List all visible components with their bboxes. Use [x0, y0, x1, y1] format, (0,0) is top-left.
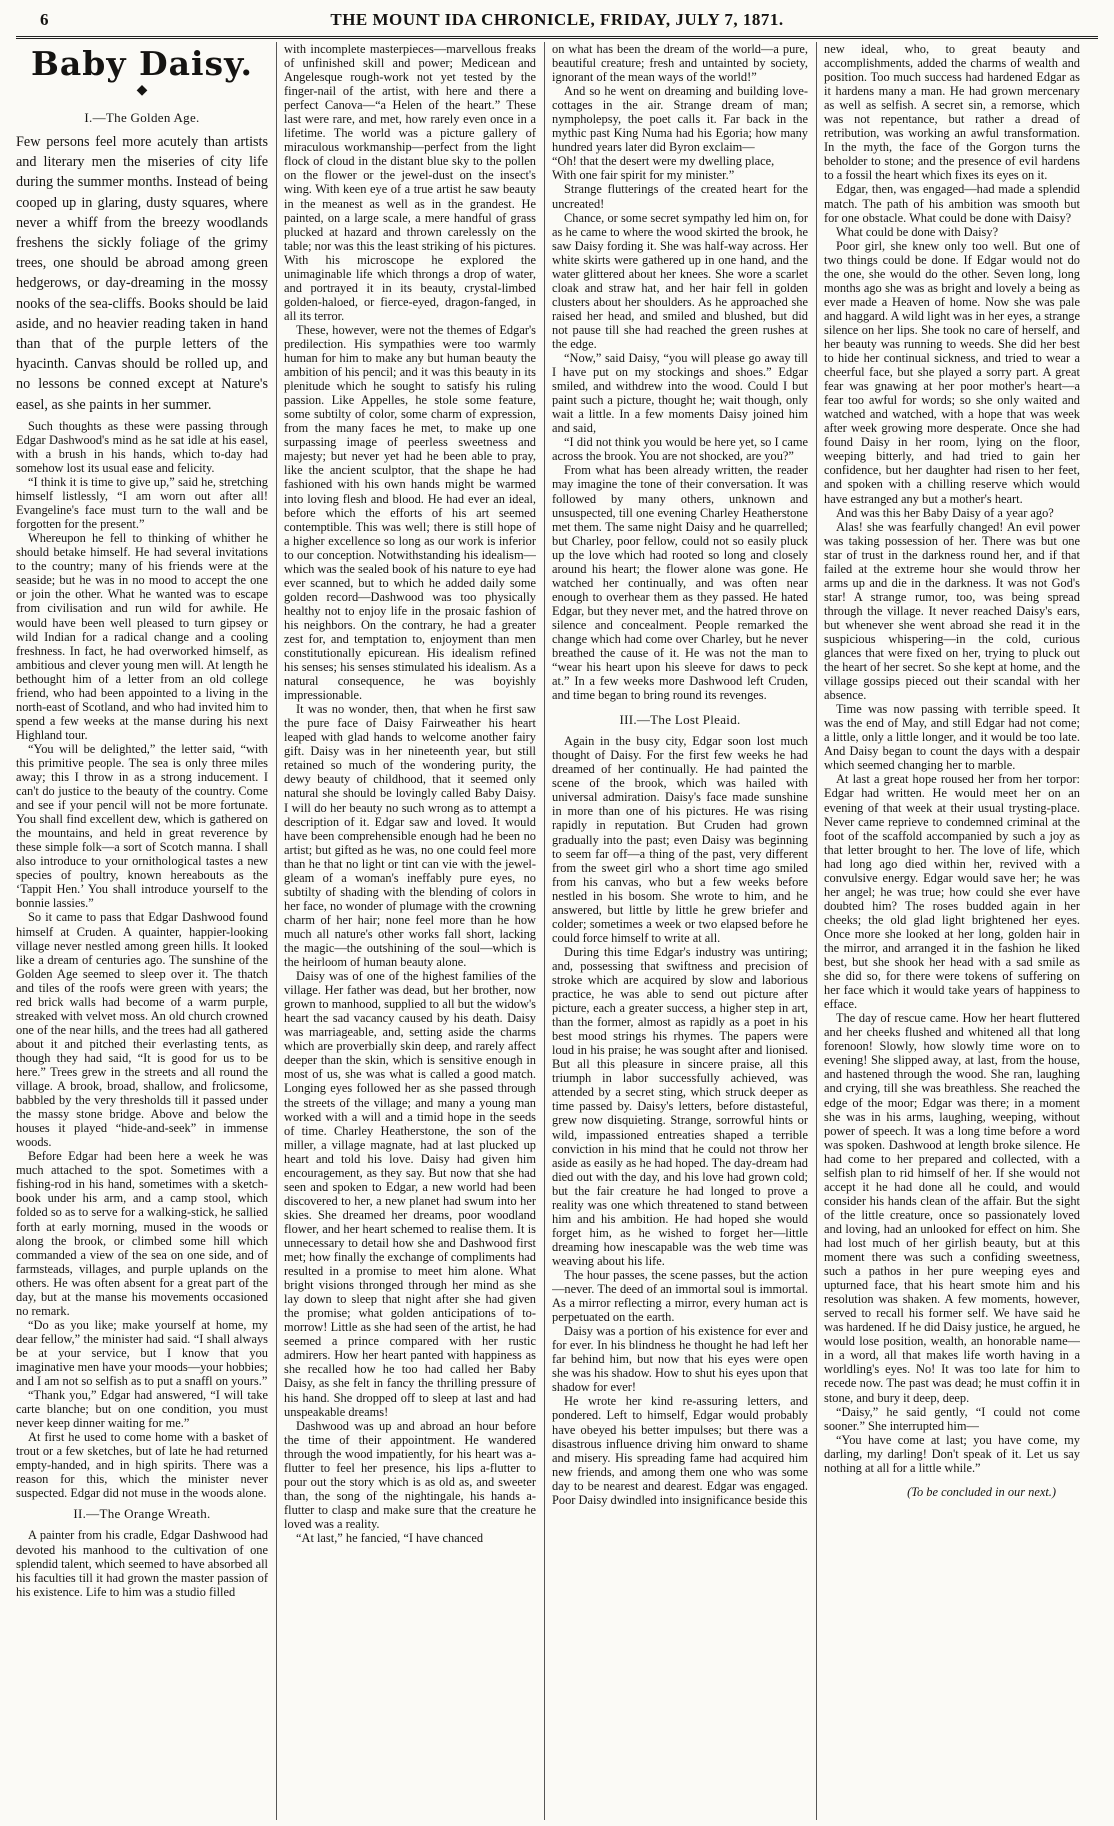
running-head: THE MOUNT IDA CHRONICLE, FRIDAY, JULY 7, 1871.: [330, 10, 784, 29]
paragraph: Chance, or some secret sympathy led him on, for as he came to where the wood skirted the brook, he saw Daisy fording it. She was half-way across. Her white skirts were gathered up in one hand, and the water glittered about her knees. She wore a scarlet cloak and straw hat, and her hair fell in golden clusters about her shoulders. As he approached she raised her head, and smiled and blushed, but did not pause till she had reached the green rushes at the edge.: [552, 210, 808, 351]
paragraph: “You have come at last; you have come, my darling, my darling! Don't speak of it. Let us say nothing at all for a little while.”: [824, 1432, 1080, 1475]
column-rule: [816, 42, 817, 1820]
paragraph: It was no wonder, then, that when he first saw the pure face of Daisy Fairweather his heart leaped with glad hands to welcome another fairy gift. Daisy was in her nineteenth year, but still retained so much of the wondering purity, the dewy beauty of childhood, that it seemed only natural she should be lovingly called Baby Daisy. I will do her beauty no such wrong as to attempt a description of it. Edgar saw and loved. It would have been comprehensible enough had he been no artist; but gifted as he was, no one could feel more than he that no light or tint can vie with the jewel-gleam of a woman's ineffably pure eyes, no subtilty of shading with the blending of colors in her face, no wonder of plumage with the crowning charm of her hair; none feel more than he how much all nature's other works fall short, lacking the magic—the outshining of the soul—which is the heirloom of human beauty alone.: [284, 702, 536, 970]
paragraph: “Daisy,” he said gently, “I could not come sooner.” She interrupted him—: [824, 1404, 1080, 1433]
paragraph: new ideal, who, to great beauty and accomplishments, added the charms of wealth and position. Too much success had hardened Edgar as it hardens many a man. He had grown mercenary as well as selfish. A secret sin, a remorse, which was not repentance, but rather a dread of retribution, was working an awful transformation. In the myth, the face of the Gorgon turns the beholder to stone; and the presence of evil hardens to a fossil the heart which fixes its eyes on it.: [824, 42, 1080, 183]
paragraph: He wrote her kind re-assuring letters, and pondered. Left to himself, Edgar would probably have obeyed his better impulses; but there was a disastrous influence driving him onward to shame and misery. His spreading fame had acquired him new friends, and among them one who was some day to be nearest and dearest. Edgar was engaged. Poor Daisy dwindled into insignificance beside this: [552, 1394, 808, 1507]
paragraph: Daisy was a portion of his existence for ever and for ever. In his blindness he thought he had left her far behind him, but now that his eyes were open she was his shadow. How to shut his eyes upon that shadow for ever!: [552, 1324, 808, 1395]
to-be-continued-note: (To be concluded in our next.): [907, 1484, 1056, 1499]
paragraph: The hour passes, the scene passes, but the action—never. The deed of an immortal soul is immortal. As a mirror reflecting a mirror, every human act is perpetuated on the earth.: [552, 1267, 808, 1325]
lead-paragraph-block: [16, 132, 268, 415]
paragraph: Daisy was of one of the highest families of the village. Her father was dead, but her brother, now grown to manhood, supplied to all but the widow's heart the sad vacancy caused by his death. Daisy was marriageable, and, setting aside the charms which are proverbially skin deep, and rarely affect deeper than the skin, which is sensitive enough in most of us, she was what is called a good match. Longing eyes followed her as she passed through the streets of the village; and many a young man worked with a will and a timid hope in the seeds of time. Charley Heatherstone, the son of the miller, a village magnate, had at last plucked up heart and told his love. Daisy had given him encouragement, as they say. But now that she had seen and spoken to Edgar, a new world had been discovered to her, a new planet had swum into her skies. She dreamed her dreams, poor woodland flower, and her heart schemed to realise them. It is unnecessary to detail how she and Dashwood first met; how finally the exchange of compliments had resulted in a promise to meet him alone. What bright visions thronged through her mind as she lay down to sleep that night after she had given the promise; what golden anticipations of to-morrow! Little as she had seen of the artist, he had seemed a prince compared with her rustic admirers. How her heart panted with happiness as she recalled how he too had called her Baby Daisy, as she felt in fancy the thrilling pressure of his hand. She dropped off to sleep at last and had unspeakable dreams!: [284, 969, 536, 1419]
paragraph: “At last,” he fancied, “I have chanced: [296, 1530, 484, 1545]
column-2: [284, 42, 536, 1820]
verse-line: “Oh! that the desert were my dwelling place,: [552, 154, 775, 169]
paragraph: Before Edgar had been here a week he was much attached to the spot. Sometimes with a fishing-rod in his hand, sometimes with a sketch-book under his arm, and a camp stool, which folded so as to serve for a walking-stick, he sallied forth at early morning, mused in the woods or along the brook, or climbed some hill which commanded a view of the sea on one side, and of farmsteads, villages, and purple uplands on the others. He was often absent for a great part of the day, but at the manse his movements occasioned no remark.: [16, 1149, 268, 1318]
paragraph: The day of rescue came. How her heart fluttered and her cheeks flushed and whitened all that long forenoon! Slowly, how slowly time wore on to evening! She slipped away, at last, from the house, and hastened through the wood. She ran, laughing and crying, till she was breathless. She reached the edge of the moor; Edgar was there; in a moment she was in his arms, laughing, weeping, without power of speech. It was a long time before a word was spoken. Dashwood at length broke silence. He had come to her prepared and collected, with a selfish plan to rid himself of her. If she would not accept it he had done all he could, and would consider his hands clean of the affair. But the sight of the little creature, once so passionately loved and loving, had an unlooked for effect on him. She had lost much of her girlish beauty, but at this moment there was such a confiding sweetness, such a pathos in her pure weeping eyes and upturned face, that his heart smote him and his resolution was shaken. A few moments, however, served to recall his former self. We have said he was hardened. If he did Daisy justice, he argued, he would lose position, wealth, an honorable name—in a word, all that makes life worth having in a worldling's eyes. No! It was too late for him to recede now. The past was dead; he must coffin it in stone, and bury it deep, deep.: [824, 1011, 1080, 1405]
paragraph: Strange flutterings of the created heart for the uncreated!: [552, 182, 808, 211]
paragraph: What could be done with Daisy?: [836, 224, 999, 239]
paragraph: “I did not think you would be here yet, so I came across the brook. You are not shocked, are you?”: [552, 435, 808, 464]
masthead: [16, 6, 1098, 39]
paragraph: During this time Edgar's industry was untiring; and, possessing that swiftness and precision of stroke which are acquired by slow and laborious practice, he was able to send out picture after picture, each a greater success, a higher step in art, than the former, almost as rapidly as a poet in his best mood strings his rhymes. The papers were loud in his praise; he was sought after and lionised. But all this pleasure in sincere praise, all this triumph in labor successfully achieved, was attended by a secret sting, which struck deeper as time passed by. Daisy's letters, before distasteful, grew now disquieting. Strange, sorrowful hints or wild, impassioned entreaties shaped a terrible conviction in his mind that he could not throw her aside as easily as he had hoped. The day-dream had died out with the day, and his love had grown cold; but the fair creature he had longed to prove a reality was one which threatened to stand between him and his ambition. He had hoped she would forget him, as he wished to forget her—little dreaming how inescapable was the web time was weaving about his life.: [552, 944, 808, 1268]
column-3: [552, 42, 808, 1820]
paragraph: And so he went on dreaming and building love-cottages in the air. Strange dream of man; nympholepsy, the poet calls it. Far back in the mythic past King Numa had his Egoria; how many hundred years later did Byron exclaim—: [552, 84, 808, 155]
column-1: [16, 42, 268, 1820]
paragraph: Alas! she was fearfully changed! An evil power was taking possession of her. There was but one star of trust in the darkness round her, and if that failed at the extreme hour she would throw her arms up and die in the darkness. It was not God's star! A strange rumor, too, was being spread through the village. It never reached Daisy's ears, but whenever she went abroad she read it in the suspicious whispering—in the cold, curious glances that were fixed on her, trying to pluck out the heart of her secret. So she kept at home, and the village gossips pieced out their scandal with her absence.: [824, 519, 1080, 703]
article-columns: [16, 42, 1098, 1824]
paragraph: “I think it is time to give up,” said he, stretching himself listlessly, “I am worn out after all! Evangeline's face must turn to the wall and be forgotten for the present.”: [16, 475, 268, 532]
lead-paragraph: Few persons feel more acutely than artists and literary men the miseries of city life during the summer months. Instead of being cooped up in glaring, dusty squares, where never a whiff from the breezy woodlands freshens the sickly foliage of the grimy trees, one should be abroad among green hedgerows, or day-dreaming in the mossy nooks of the sea-cliffs. Books should be laid aside, and no heavier reading taken in hand than that of the purple letters of the hyacinth. Canvas should be rolled up, and no lessons be conned except at Nature's easel, as she paints in her summer.: [16, 134, 268, 413]
column-4: [824, 42, 1080, 1820]
column-rule: [544, 42, 545, 1820]
paragraph: “Now,” said Daisy, “you will please go away till I have put on my stockings and shoes.” Edgar smiled, and withdrew into the wood. Could I but paint such a picture, thought he; wait though, only wait a little. In a few moments Daisy joined him and said,: [552, 351, 808, 436]
paragraph: “Do as you like; make yourself at home, my dear fellow,” the minister had said. “I shall always be at your service, but I know that you imaginative men have your moods—your hobbies; and I am not so selfish as to put a snaffl on yours.”: [16, 1317, 268, 1389]
paragraph: At last a great hope roused her from her torpor: Edgar had written. He would meet her on an evening of that week at their usual trysting-place. Never came reprieve to condemned criminal at the foot of the scaffold accompanied by such a joy as that letter brought to her. The love of life, which had long ago died within her, revived with a convulsive energy. Edgar would save her; he was her angel; he was true; how could she ever have doubted him? The roses budded again in her cheeks; the old glad light brightened her eyes. Once more she looked at her long, golden hair in the mirror, and arranged it in the fashion he liked best, but she shook her head with a sad smile as she did so, for there were tokens of suffering on her face which it would take years of happiness to efface.: [824, 772, 1080, 1012]
paragraph: on what has been the dream of the world—a pure, beautiful creature; fresh and untainted by society, ignorant of the mean ways of the world!”: [552, 42, 808, 85]
section-heading-orange-wreath: II.—The Orange Wreath.: [73, 1506, 211, 1522]
section-heading-golden-age: I.—The Golden Age.: [84, 110, 200, 125]
paragraph: From what has been already written, the reader may imagine the tone of their conversation. It was followed by many others, unknown and unsuspected, till one evening Charley Heatherstone met them. The same night Daisy and he quarrelled; but Charley, poor fellow, could not so easily pluck up the love which had rooted so long and closely around his heart; the flower alone was gone. He watched her continually, and was often near enough to overhear them as they passed. He hated Edgar, but they never met, and the hatred throve on silence and concealment. People remarked the change which had come over Charley, but he never breathed the cause of it. He was not the man to “wear his heart upon his sleeve for daws to peck at.” In a few weeks more Dashwood left Cruden, and time began to bring round its revenges.: [552, 463, 808, 703]
section-heading-lost-pleaid: III.—The Lost Pleaid.: [619, 712, 741, 728]
page-number: 6: [40, 10, 49, 29]
paragraph: Whereupon he fell to thinking of whither he should betake himself. He had several invitations to the country; many of his friends were at the seaside; but he was in no mood to accept the one or join the other. What he wanted was to escape from civilisation and run wild for awhile. He would have been well pleased to turn gipsey or wild Indian for a radical change and a cooling freshness. In fact, he had overworked himself, as ambitious and clever young men will. At length he bethought him of a letter from an old college friend, who had been appointed to a living in the north-east of Scotland, and who had invited him to spend a few weeks at the manse during his next Highland tour.: [16, 531, 268, 742]
paragraph: Dashwood was up and abroad an hour before the time of their appointment. He wandered through the wood impatiently, for his heart was a-flutter to feel her presence, his lips a-flutter to pour out the story which is as old as, and sweeter than, the song of the nightingale, his hands a-flutter to clasp and make sure that the creature he loved was a reality.: [284, 1418, 536, 1531]
paragraph: Poor girl, she knew only too well. But one of two things could be done. If Edgar would not do the one, she would do the other. Seven long, long months ago she was as bright and lovely a being as ever made a Heaven of home. Now she was pale and haggard. A wild light was in her eyes, a strange silence on her lips. She took no care of herself, and her beauty was running to weeds. She did her best to hide her continual sickness, and tried to wear a cheerful face, but she played a sorry part. A great fear was gnawing at her poor mother's heart—a fear too awful for words; so she only waited and watched and watched, with a hope that was week after week growing more desperate. Once she had found Daisy in her room, lying on the floor, weeping bitterly, and had tried to gain her confidence, but her daughter had risen to her feet, and spoken with a chilling reserve which would have estranged any but a mother's heart.: [824, 238, 1080, 506]
verse-line: With one fair spirit for my minister.”: [552, 168, 735, 183]
paragraph: Again in the busy city, Edgar soon lost much thought of Daisy. For the first few weeks he had dreamed of her continually. He had painted the scene of the brook, which was hailed with universal admiration. Daisy's face made sunshine in more than one of his pictures. He was rising rapidly in reputation. But Cruden had grown gradually into the past; even Daisy was beginning to seem far off—a thing of the past, very different from the sweet girl who a short time ago smiled from his canvas, who but a few weeks before nestled in his bosom. She wrote to him, and he answered, but little by little he grew briefer and colder; sometimes a week or two elapsed before he could force himself to write at all.: [552, 734, 808, 945]
paragraph: “You will be delighted,” the letter said, “with this primitive people. The sea is only three miles away; this I throw in as a strong inducement. I can't do justice to the beauty of the country. Come and see if your pencil will not be more fortunate. You shall find excellent dew, which is gathered on the mountains, and held in great reverence by these simple folk—a sort of Scotch manna. I shall also introduce to your ornithological tastes a new species of poultry, known hereabouts as the ‘Tappit Hen.’ You shall introduce yourself to the bonnie lassies.”: [16, 741, 268, 911]
paragraph: And was this her Baby Daisy of a year ago?: [836, 505, 1054, 520]
column-rule: [276, 42, 277, 1820]
paragraph: These, however, were not the themes of Edgar's predilection. His sympathies were too warmly human for him to make any but human beauty the ambition of his pencil; and it was this beauty in its plenitude which he sought to satisfy his ruling passion. Like Appelles, he stole some feature, some subtilty of color, some charm of expression, from the many faces he met, to make up one surpassing image of peerless sweetness and majesty; but never yet had he been able to pray, like the ancient sculptor, that the shape he had fashioned with his own hands might be warmed into loving flesh and blood. He had ever an ideal, before which the efforts of his art seemed contemptible. This was well; there is still hope of a higher excellence so long as our work is inferior to our conception. Notwithstanding his idealism—which was the sealed book of his nature to eye had ever scanned, but to which he added daily some golden record—Dashwood was too physically healthy not to enjoy life in the prosaic fashion of his neighbors. On the contrary, he had a greater zest for, and temptation to, enjoyment than men constitutionally epicurean. His idealism refined his senses; his senses stimulated his idealism. As a natural consequence, he was boyishly impressionable.: [284, 322, 536, 703]
paragraph: So it came to pass that Edgar Dashwood found himself at Cruden. A quainter, happier-looking village never nestled among green hills. It looked like a dream of centuries ago. The sunshine of the Golden Age seemed to sleep over it. The thatch and tiles of the roofs were green with years; the red brick walls had become of a warm purple, streaked with velvet moss. An old church crowned one of the near hills, and the trees had all gathered about it and pitched their everlasting tents, as though they had said, “It is good for us to be here.” Trees grew in the streets and all round the village. A brook, broad, shallow, and frolicsome, babbled by the very thresholds till it passed under the massy stone bridge. Above and below the houses it played “hide-and-seek” in immense woods.: [16, 910, 268, 1150]
story-title: Baby Daisy.: [30, 44, 253, 83]
paragraph: A painter from his cradle, Edgar Dashwood had devoted his manhood to the cultivation of one splendid talent, which seemed to have absorbed all his faculties till it had grown the master passion of his existence. Life to him was a studio filled: [16, 1528, 268, 1599]
paragraph: Edgar, then, was engaged—had made a splendid match. The path of his ambition was smooth but for one obstacle. What could be done with Daisy?: [824, 182, 1080, 225]
paragraph: Time was now passing with terrible speed. It was the end of May, and still Edgar had not come; a little, only a little longer, and it would be too late. And Daisy began to count the days with a despair which seemed changing her to marble.: [824, 702, 1080, 773]
paragraph: with incomplete masterpieces—marvellous freaks of unfinished skill and power; Medicean and Angelesque rough-work not yet tested by the finger-nail of the artist, with here and there a perfect Canova—“a Helen of the heart.” These last were rare, and met, how rarely even once in a lifetime. The world was a picture gallery of miraculous workmanship—perfect from the light flock of cloud in the distant blue sky to the pollen on the flower or the jewel-dust on the insect's wing. With keen eye of a true artist he saw beauty in the meanest as well as in the grandest. He painted, on a large scale, a mere handful of grass plucked at hazard and thrown carelessly on the table; nor was this the least striking of his pictures. With his microscope he explored the unimaginable life which throngs a drop of water, and portrayed it in its beauty, crystal-limbed golden-haloed, or fierce-eyed, dragon-fanged, in all its terror.: [284, 42, 536, 323]
paragraph: Such thoughts as these were passing through Edgar Dashwood's mind as he sat idle at his easel, with a brush in his hands, which to-day had somehow lost its usual ease and felicity.: [16, 418, 268, 475]
paragraph: At first he used to come home with a basket of trout or a few sketches, but of late he had returned empty-handed, and in high spirits. There was a reason for this, which the minister never suspected. Edgar did not muse in the woods alone.: [16, 1430, 268, 1501]
paragraph: “Thank you,” Edgar had answered, “I will take carte blanche; but on one condition, you must never keep dinner waiting for me.”: [16, 1388, 268, 1431]
ornament-icon: ◆: [136, 83, 148, 98]
